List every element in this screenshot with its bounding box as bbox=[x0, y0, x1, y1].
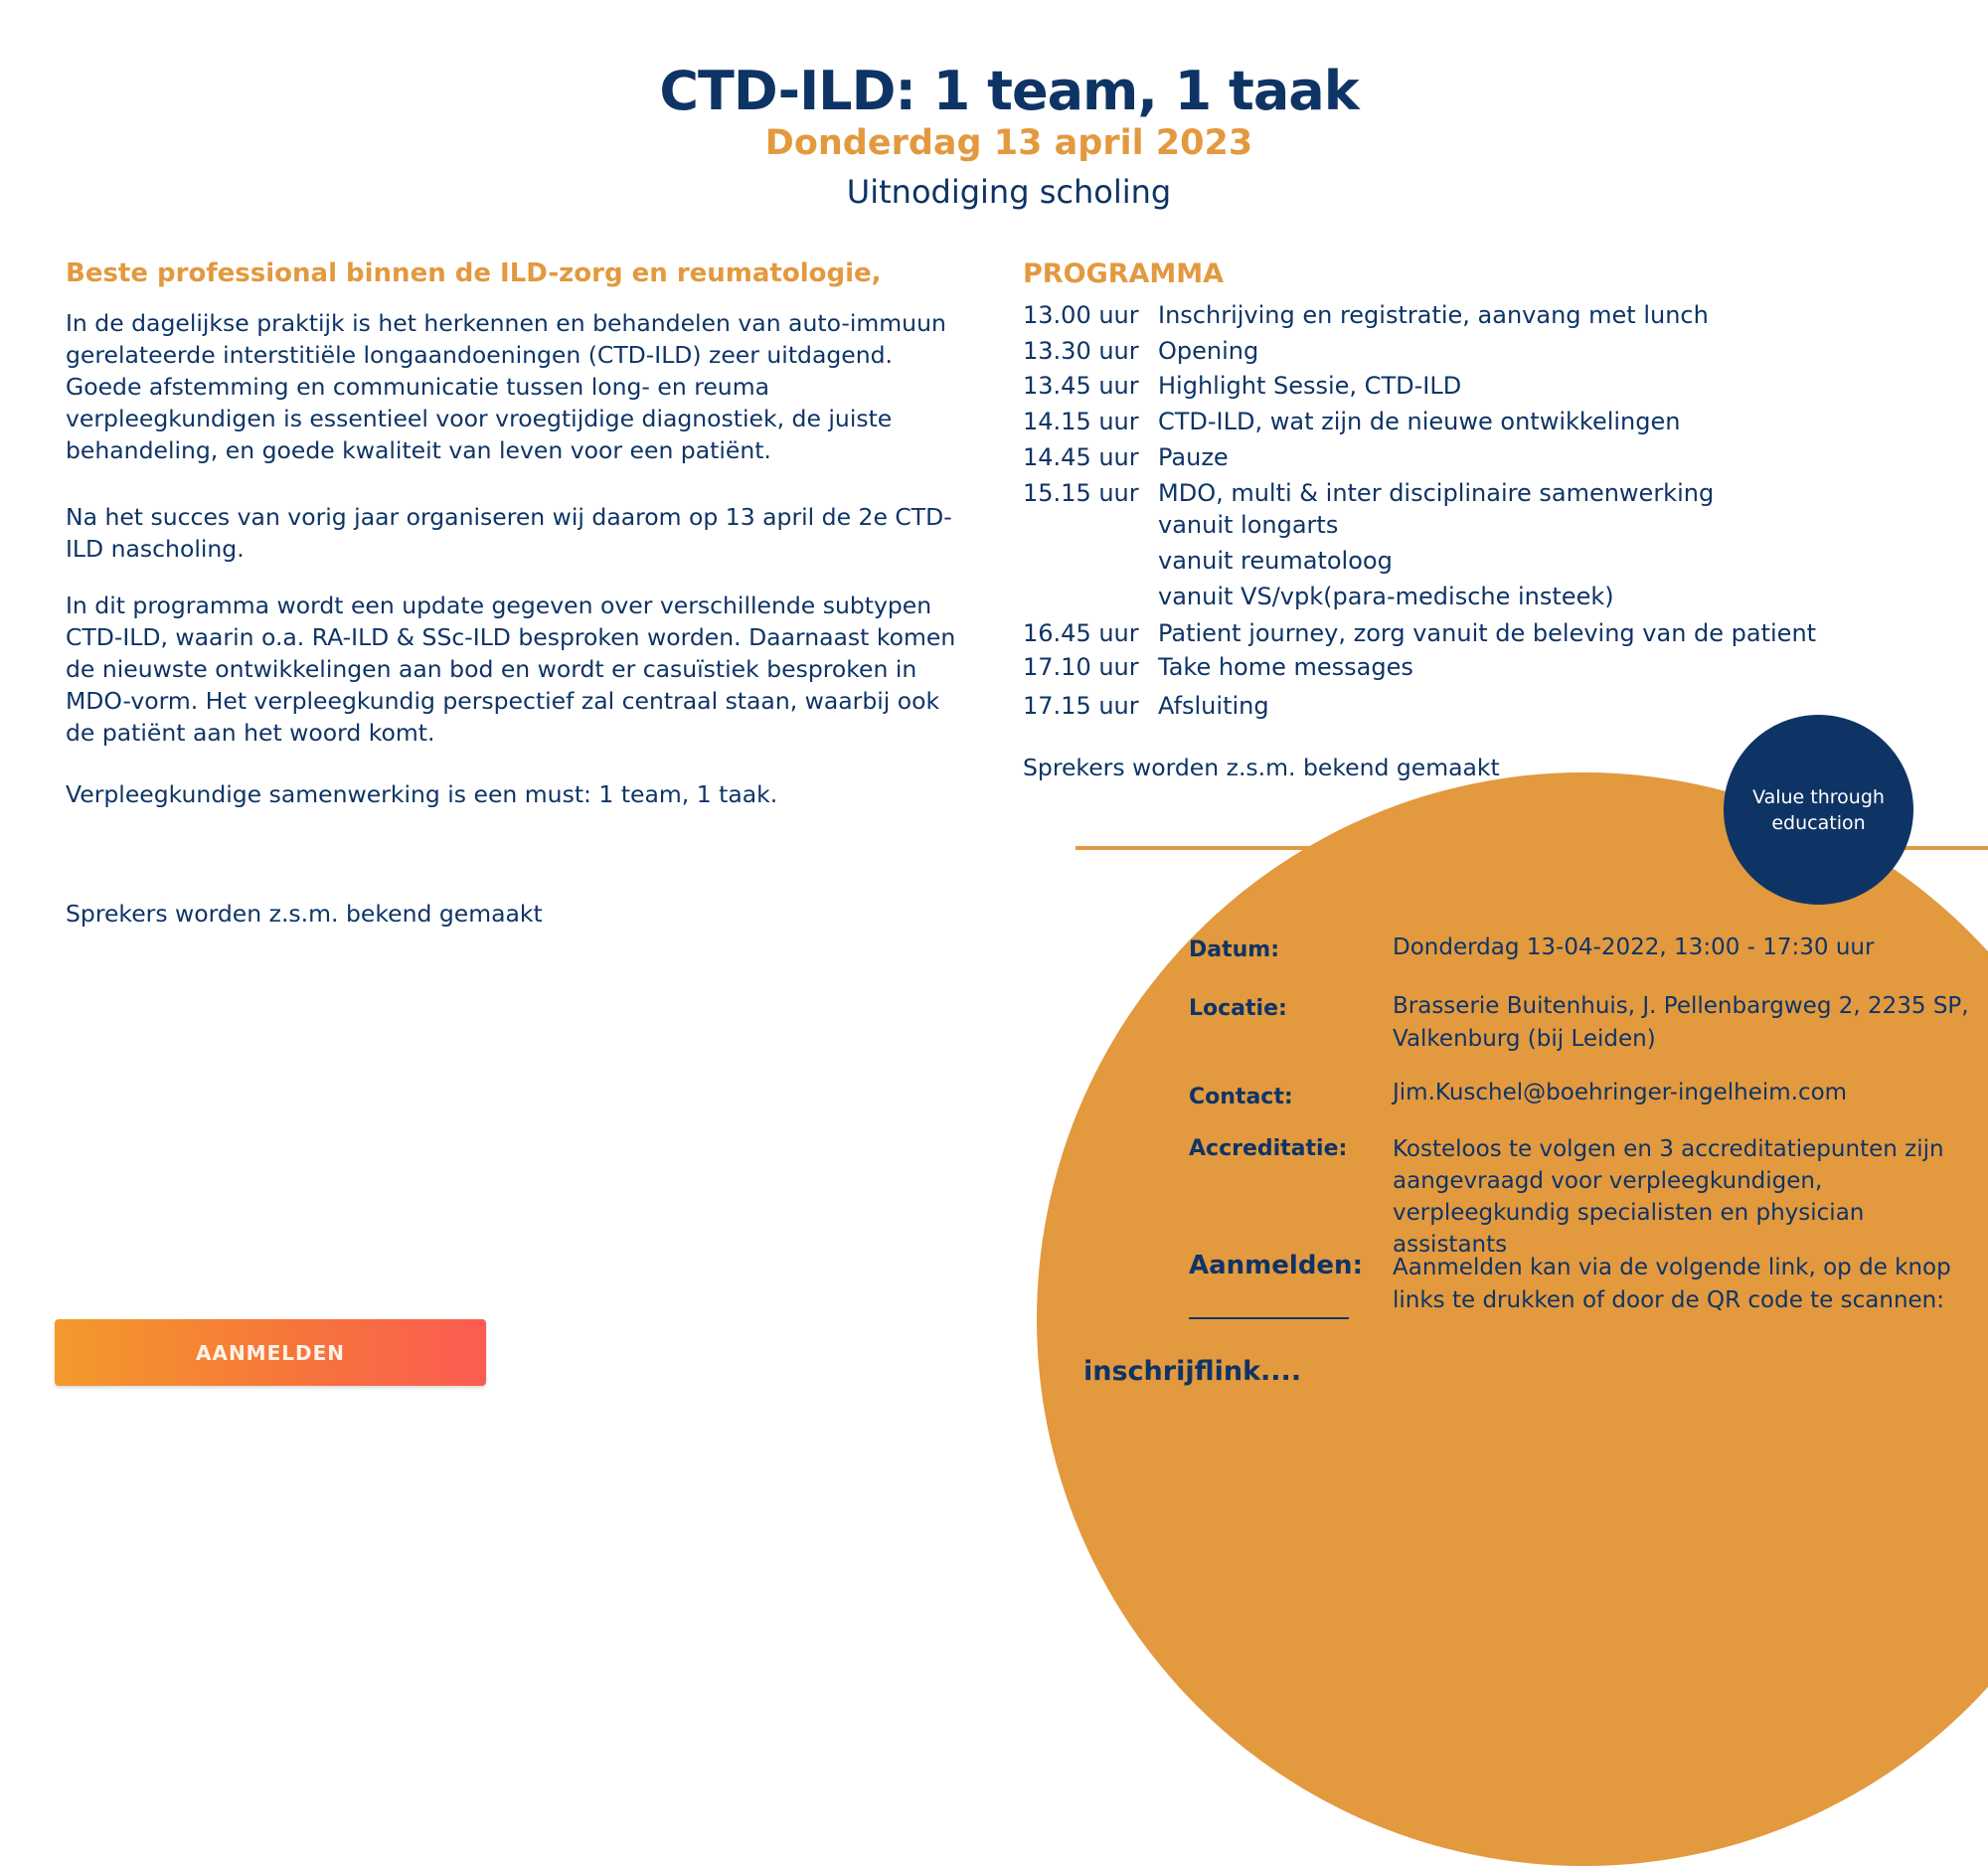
program-time: 17.10 uur bbox=[1023, 653, 1139, 681]
datum-label: Datum: bbox=[1189, 937, 1280, 962]
value-badge-text: Value through education bbox=[1752, 785, 1885, 834]
program-row bbox=[1023, 653, 1413, 681]
program-label: Afsluiting bbox=[1158, 692, 1269, 720]
invitation-subtitle: Uitnodiging scholing bbox=[846, 173, 1172, 211]
aanmelden-value: Aanmelden kan via de volgende link, op de knop links te drukken of door de QR code te scannen: bbox=[1393, 1255, 1951, 1313]
program-subitem: vanuit VS/vpk(para-medische insteek) bbox=[1158, 583, 1614, 610]
value-badge bbox=[1724, 715, 1913, 905]
program-time: 16.45 uur bbox=[1023, 619, 1139, 647]
event-date: Donderdag 13 april 2023 bbox=[764, 123, 1253, 163]
program-label: Opening bbox=[1158, 337, 1259, 365]
program-label: Take home messages bbox=[1158, 653, 1413, 681]
program-row bbox=[1023, 372, 1461, 400]
programma-heading: PROGRAMMA bbox=[1023, 258, 1225, 289]
program-row bbox=[1023, 619, 1816, 647]
program-row bbox=[1023, 479, 1714, 507]
program-row bbox=[1023, 301, 1709, 329]
program-subitem: vanuit longarts bbox=[1158, 511, 1339, 539]
program-time: 15.15 uur bbox=[1023, 479, 1139, 507]
program-time: 13.45 uur bbox=[1023, 372, 1139, 400]
program-label: MDO, multi & inter disciplinaire samenwerking bbox=[1158, 479, 1715, 507]
program-label: Highlight Sessie, CTD-ILD bbox=[1158, 372, 1462, 400]
program-row bbox=[1023, 408, 1680, 435]
accreditatie-value: Kosteloos te volgen en 3 accreditatiepunten zijn aangevraagd voor verpleegkundigen, verpleegkundig specialisten en physician assistants bbox=[1393, 1136, 1944, 1258]
contact-label: Contact: bbox=[1189, 1085, 1293, 1109]
program-row bbox=[1023, 443, 1229, 471]
datum-value: Donderdag 13-04-2022, 13:00 - 17:30 uur bbox=[1393, 934, 1875, 960]
intro-paragraph-1: In de dagelijkse praktijk is het herkennen en behandelen van auto-immuun gerelateerde interstitiële longaandoeningen (CTD-ILD) zeer uitdagend. Goede afstemming en communicatie tussen long- en reuma verpleegkundigen is essentieel voor vroegtijdige diagnostiek, de juiste behandeling, en goede kwaliteit van leven voor een patiënt. bbox=[66, 309, 946, 464]
program-label: Patient journey, zorg vanuit de beleving van de patient bbox=[1158, 619, 1817, 647]
accreditatie-label: Accreditatie: bbox=[1189, 1136, 1348, 1161]
program-time: 13.30 uur bbox=[1023, 337, 1139, 365]
locatie-value: Brasserie Buitenhuis, J. Pellenbargweg 2, 2235 SP, Valkenburg (bij Leiden) bbox=[1393, 993, 1969, 1052]
program-time: 14.15 uur bbox=[1023, 408, 1139, 435]
inschrijflink-link[interactable]: inschrijflink.... bbox=[1083, 1356, 1302, 1387]
program-label: CTD-ILD, wat zijn de nieuwe ontwikkelingen bbox=[1158, 408, 1681, 435]
intro-paragraph-2: Na het succes van vorig jaar organiseren wij daarom op 13 april de 2e CTD-ILD nascholing. bbox=[66, 503, 952, 563]
contact-email-link[interactable]: Jim.Kuschel@boehringer-ingelheim.com bbox=[1393, 1080, 1848, 1105]
aanmelden-underline bbox=[1189, 1317, 1349, 1319]
intro-paragraph-3: In dit programma wordt een update gegeven over verschillende subtypen CTD-ILD, waarin o.a. RA-ILD & SSc-ILD besproken worden. Daarnaast komen de nieuwste ontwikkelingen aan bod en wordt er casuïstiek besproken in MDO-vorm. Het verpleegkundig perspectief zal centraal staan, waarbij ook de patiënt aan het woord komt. bbox=[66, 592, 956, 747]
locatie-label: Locatie: bbox=[1189, 996, 1287, 1021]
speakers-note-left: Sprekers worden z.s.m. bekend gemaakt bbox=[66, 900, 543, 928]
program-time: 14.45 uur bbox=[1023, 443, 1139, 471]
program-subitem: vanuit reumatoloog bbox=[1158, 547, 1393, 575]
greeting-heading: Beste professional binnen de ILD-zorg en reumatologie, bbox=[66, 258, 882, 288]
program-label: Inschrijving en registratie, aanvang met lunch bbox=[1158, 301, 1709, 329]
speakers-note-right: Sprekers worden z.s.m. bekend gemaakt bbox=[1023, 754, 1500, 781]
aanmelden-label: Aanmelden: bbox=[1189, 1251, 1363, 1280]
page-title: CTD-ILD: 1 team, 1 taak bbox=[659, 60, 1359, 122]
program-time: 13.00 uur bbox=[1023, 301, 1139, 329]
aanmelden-button[interactable]: AANMELDEN bbox=[55, 1319, 486, 1386]
program-row bbox=[1023, 692, 1269, 720]
program-label: Pauze bbox=[1158, 443, 1229, 471]
program-row bbox=[1023, 337, 1258, 365]
program-time: 17.15 uur bbox=[1023, 692, 1139, 720]
intro-paragraph-4: Verpleegkundige samenwerking is een must: 1 team, 1 taak. bbox=[66, 780, 778, 808]
